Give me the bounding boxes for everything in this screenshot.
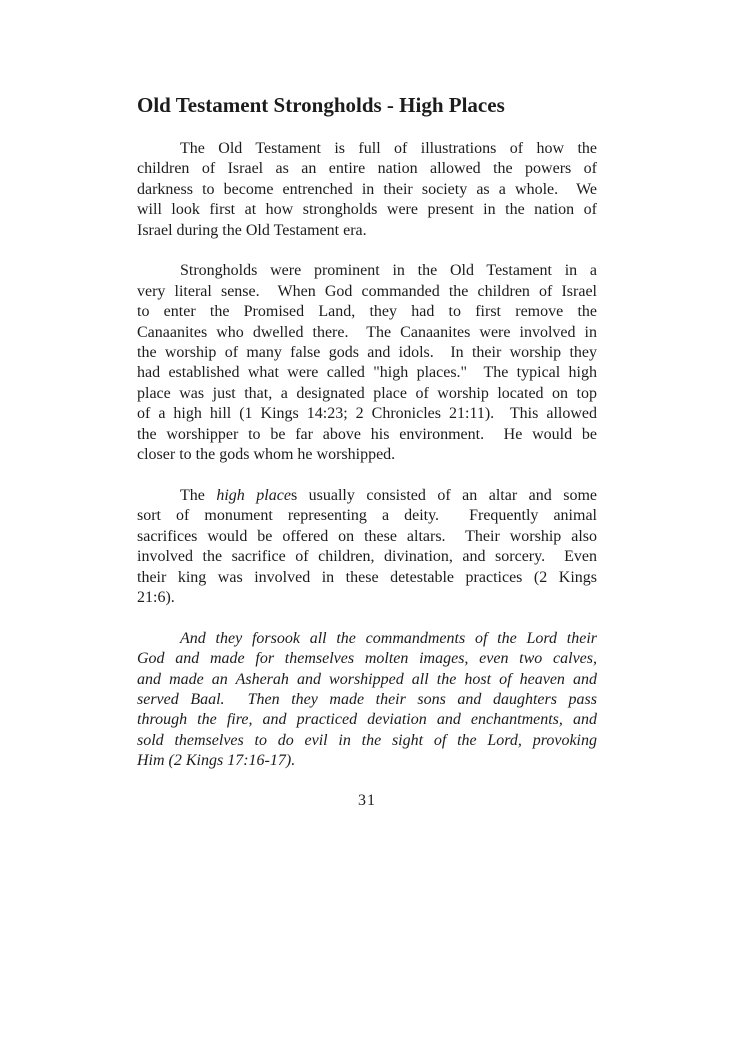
text-segment: Strongholds were prominent in the Old Testament in a [180,262,597,280]
page-title: Old Testament Strongholds - High Places [137,93,505,117]
text-segment: had established what were called "high places." The typical high [137,364,597,382]
text-line [137,302,597,322]
text-segment: and made an Asherah and worshipped all the host of heaven and [137,670,597,688]
text-segment: their king was involved in these detestable practices (2 Kings [137,568,597,586]
text-segment: sold themselves to do evil in the sight of the Lord, provoking [137,731,597,749]
text-line [137,404,597,424]
text-line [137,221,597,241]
text-segment: involved the sacrifice of children, divination, and sorcery. Even [137,548,597,566]
paragraph [137,486,597,608]
text-segment: s usually consisted of an altar and some [290,486,598,504]
text-line [137,343,597,363]
text-line [137,323,597,343]
text-segment: served Baal. Then they made their sons and daughters pass [137,690,597,708]
text-segment: God and made for themselves molten images, even two calves, [137,650,597,668]
text-line [137,690,597,710]
text-line [137,649,597,669]
text-line [137,629,597,649]
paragraph [137,139,597,241]
text-line [137,282,597,302]
italic-text-segment: high place [216,486,291,504]
text-line [137,710,597,730]
text-segment: The Old Testament is full of illustrations of how the [180,140,597,157]
text-segment: through the fire, and practiced deviation and enchantments, and [137,711,597,729]
text-line [137,159,597,179]
text-line [137,547,597,567]
text-line [137,384,597,404]
text-line [137,363,597,383]
text-segment: children of Israel as an entire nation allowed the powers of [137,160,597,178]
text-segment: the worshipper to be far above his environment. He would be [137,425,597,443]
paragraph [137,629,597,772]
text-segment: sacrifices would be offered on these altars. Their worship also [137,527,597,545]
text-line [137,731,597,751]
text-line [137,527,597,547]
text-segment: And they forsook all the commandments of the Lord their [180,629,597,647]
text-segment: the worship of many false gods and idols. In their worship they [137,344,597,362]
text-segment: The [180,486,217,504]
document-body [137,139,597,772]
text-line [137,139,597,159]
text-line [137,200,597,220]
text-segment: darkness to become entrenched in their society as a whole. We [137,180,597,198]
paragraph [137,261,597,465]
text-segment: Israel during the Old Testament era. [137,221,367,239]
text-line [137,180,597,200]
text-segment: sort of monument representing a deity. Frequently animal [137,507,597,525]
page-content [137,92,597,810]
text-line [137,670,597,690]
text-line [137,506,597,526]
text-line [137,588,597,608]
text-line [137,751,597,771]
text-segment: to enter the Promised Land, they had to first remove the [137,303,597,321]
text-segment: will look first at how strongholds were present in the nation of [137,201,597,219]
text-segment: place was just that, a designated place of worship located on top [137,384,597,402]
text-segment: Canaanites who dwelled there. The Canaanites were involved in [137,323,597,341]
text-segment: closer to the gods whom he worshipped. [137,446,396,464]
text-segment: 21:6). [137,588,175,606]
text-line [137,261,597,281]
text-segment: of a high hill (1 Kings 14:23; 2 Chronicles 21:11). This allowed [137,405,597,423]
text-segment: Him (2 Kings 17:16-17). [137,752,296,770]
text-line [137,425,597,445]
text-line [137,568,597,588]
text-line [137,486,597,506]
text-line [137,445,597,465]
text-segment: very literal sense. When God commanded the children of Israel [137,282,597,300]
page-number: 31 [358,791,376,809]
